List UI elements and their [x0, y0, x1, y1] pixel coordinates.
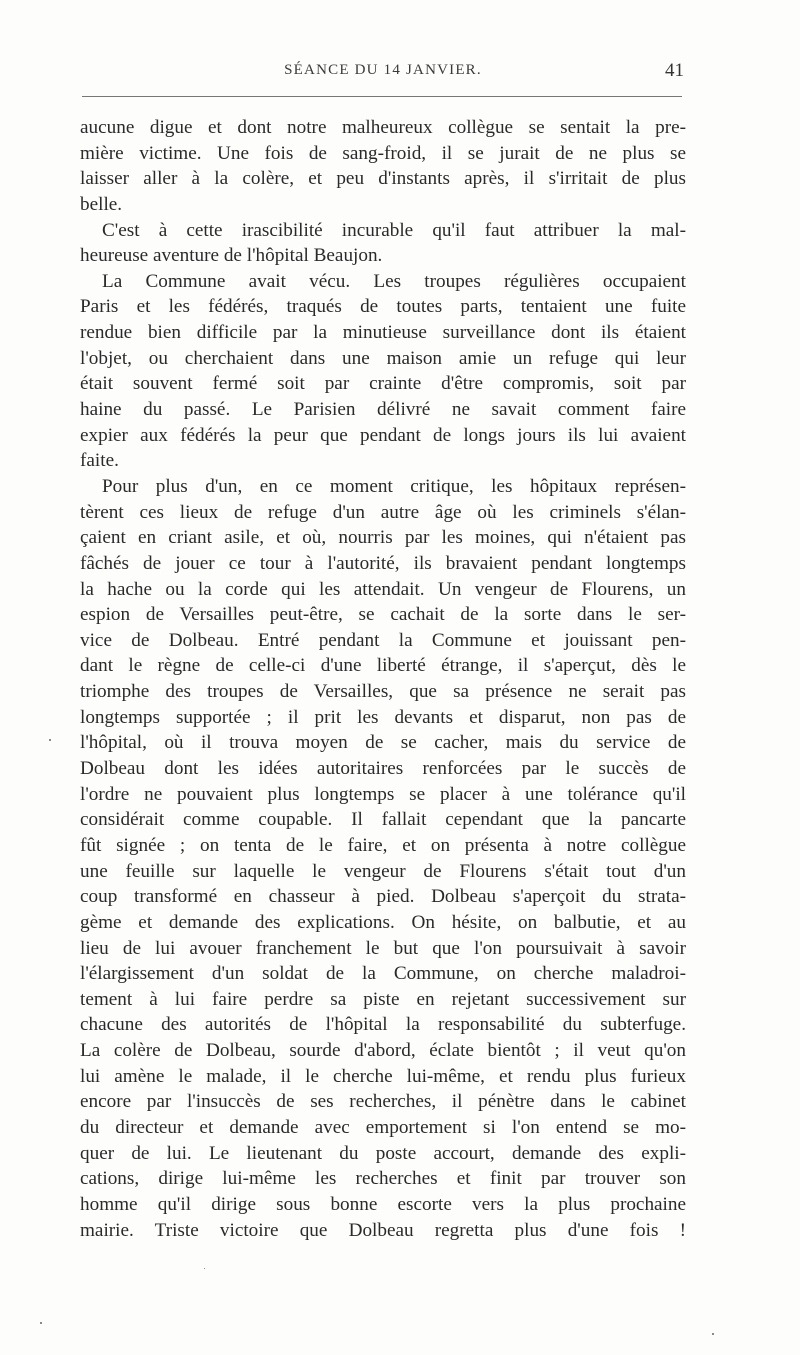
text-line: quer de lui. Le lieutenant du poste accourt, demande des expli-: [80, 1142, 686, 1164]
text-line: tèrent ces lieux de refuge d'un autre âge où les criminels s'élan-: [80, 501, 686, 523]
text-line: La Commune avait vécu. Les troupes régulières occupaient: [102, 270, 686, 292]
text-line: l'ordre ne pouvaient plus longtemps se placer à une tolérance qu'il: [80, 783, 686, 805]
text-line: chacune des autorités de l'hôpital la responsabilité du subterfuge.: [80, 1014, 686, 1036]
text-line: tement à lui faire perdre sa piste en rejetant successivement sur: [80, 988, 686, 1010]
text-line: encore par l'insuccès de ses recherches, il pénètre dans le cabinet: [80, 1091, 686, 1113]
text-line: rendue bien difficile par la minutieuse surveillance dont ils étaient: [80, 322, 686, 344]
text-line: gème et demande des explications. On hésite, on balbutie, et au: [80, 911, 686, 933]
text-line: belle.: [80, 193, 123, 215]
text-line: mairie. Triste victoire que Dolbeau regretta plus d'une fois !: [80, 1219, 686, 1241]
text-line: C'est à cette irascibilité incurable qu'il faut attribuer la mal-: [102, 219, 686, 241]
text-line: l'objet, ou cherchaient dans une maison amie un refuge qui leur: [80, 347, 686, 369]
running-head: [80, 62, 686, 86]
text-line: fût signée ; on tenta de le faire, et on présenta à notre collègue: [80, 834, 686, 856]
text-line: espion de Versailles peut-être, se cachait de la sorte dans le ser-: [80, 604, 686, 626]
text-line: Dolbeau dont les idées autoritaires renforcées par le succès de: [80, 758, 686, 780]
header-rule: [82, 96, 682, 97]
text-line: mière victime. Une fois de sang-froid, il se jurait de ne plus se: [80, 142, 686, 164]
text-line: heureuse aventure de l'hôpital Beaujon.: [80, 245, 383, 267]
text-line: l'élargissement d'un soldat de la Commune, on cherche maladroi-: [80, 963, 686, 985]
text-line: lieu de lui avouer franchement le but que l'on poursuivait à savoir: [80, 937, 686, 959]
print-speck: [40, 1322, 42, 1324]
text-line: était souvent fermé soit par crainte d'être compromis, soit par: [80, 373, 686, 395]
body-text: [80, 115, 686, 1243]
text-line: lui amène le malade, il le cherche lui-même, et rendu plus furieux: [80, 1065, 686, 1087]
text-line: fâchés de jouer ce tour à l'autorité, ils bravaient pendant longtemps: [80, 552, 686, 574]
text-line: l'hôpital, où il trouva moyen de se cacher, mais du service de: [80, 732, 686, 754]
print-speck: [49, 739, 51, 741]
text-line: faite.: [80, 450, 119, 472]
text-line: Pour plus d'un, en ce moment critique, les hôpitaux représen-: [102, 475, 686, 497]
text-line: haine du passé. Le Parisien délivré ne savait comment faire: [80, 399, 686, 421]
print-speck: [204, 1268, 205, 1269]
text-line: aucune digue et dont notre malheureux collègue se sentait la pre-: [80, 117, 686, 138]
text-line: laisser aller à la colère, et peu d'instants après, il s'irritait de plus: [80, 168, 686, 190]
text-line: triomphe des troupes de Versailles, que sa présence ne serait pas: [80, 681, 686, 703]
text-line: coup transformé en chasseur à pied. Dolbeau s'aperçoit du strata-: [80, 886, 686, 908]
text-line: Paris et les fédérés, traqués de toutes parts, tentaient une fuite: [80, 296, 686, 318]
text-line: considérait comme coupable. Il fallait cependant que la pancarte: [80, 809, 686, 831]
text-line: homme qu'il dirige sous bonne escorte vers la plus prochaine: [80, 1193, 686, 1215]
text-line: La colère de Dolbeau, sourde d'abord, éclate bientôt ; il veut qu'on: [80, 1040, 686, 1062]
text-line: çaient en criant asile, et où, nourris par les moines, qui n'étaient pas: [80, 527, 686, 549]
running-title: SÉANCE DU 14 JANVIER.: [284, 62, 482, 78]
text-line: une feuille sur laquelle le vengeur de Flourens s'était tout d'un: [80, 860, 686, 882]
text-line: expier aux fédérés la peur que pendant de longs jours ils lui avaient: [80, 424, 686, 446]
text-line: la hache ou la corde qui les attendait. Un vengeur de Flourens, un: [80, 578, 686, 600]
text-line: du directeur et demande avec emportement si l'on entend se mo-: [80, 1116, 686, 1138]
text-line: cations, dirige lui-même les recherches et finit par trouver son: [80, 1168, 686, 1190]
text-line: dant le règne de celle-ci d'une liberté étrange, il s'aperçut, dès le: [80, 655, 686, 677]
text-line: longtemps supportée ; il prit les devants et disparut, non pas de: [80, 706, 686, 728]
text-line: vice de Dolbeau. Entré pendant la Commune et jouissant pen-: [80, 629, 686, 651]
print-speck: [712, 1333, 714, 1335]
page-number: 41: [665, 60, 684, 81]
